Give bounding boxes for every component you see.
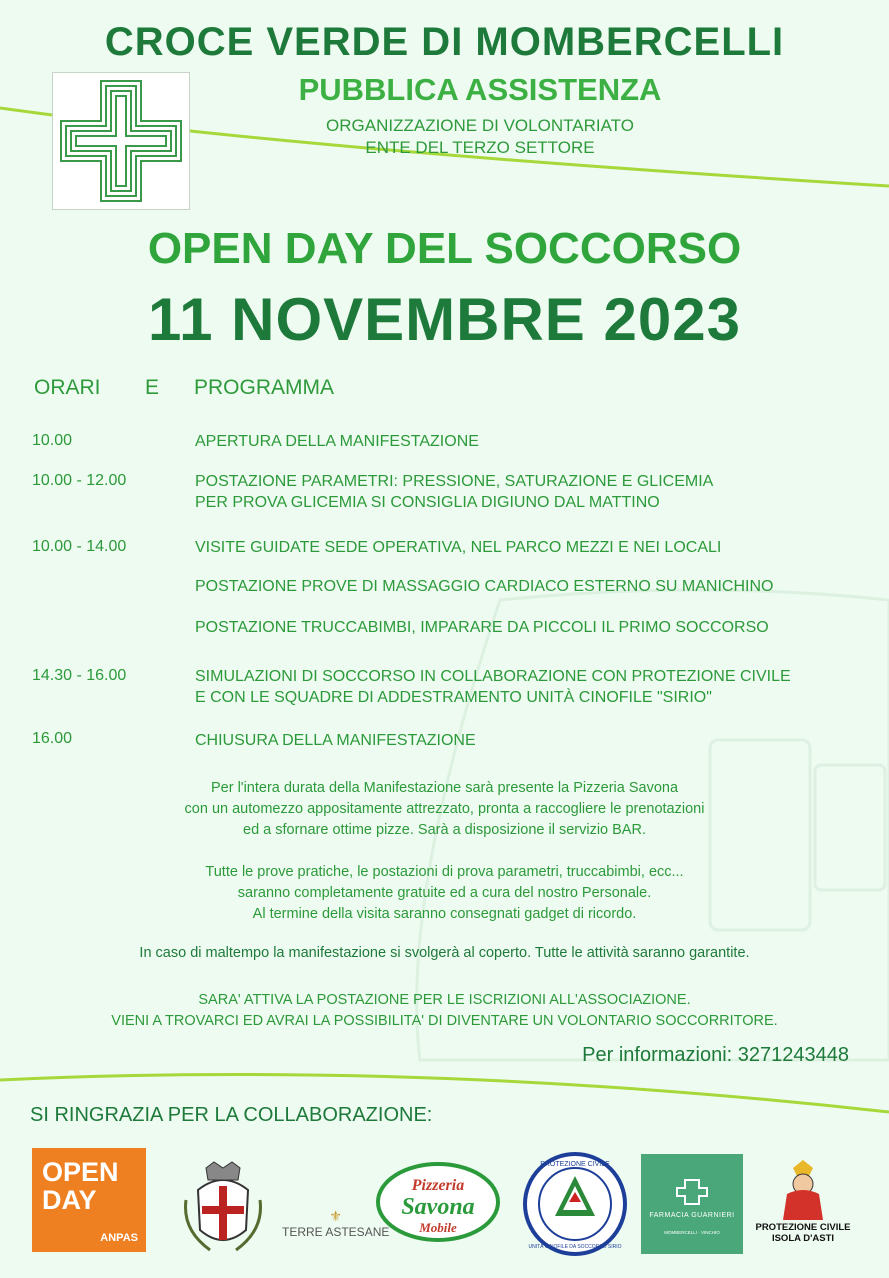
schedule-item bbox=[195, 471, 713, 513]
schedule-time: 10.00 bbox=[32, 432, 73, 449]
schedule-line: VISITE GUIDATE SEDE OPERATIVA, NEL PARCO MEZZI E NEI LOCALI bbox=[195, 539, 722, 556]
logo-text: PROTEZIONE CIVILE bbox=[540, 1161, 610, 1168]
pharmacy-cross-icon bbox=[641, 1154, 743, 1210]
logo-text: FARMACIA GUARNIERI bbox=[649, 1212, 735, 1219]
event-title: OPEN DAY DEL SOCCORSO bbox=[147, 224, 742, 273]
schedule-time: 10.00 - 12.00 bbox=[32, 472, 127, 489]
schedule-item bbox=[195, 431, 479, 452]
weather-note: In caso di maltempo la manifestazione si svolgerà al coperto. Tutte le attività saranno garantite. bbox=[139, 945, 750, 961]
schedule-time: 16.00 bbox=[32, 730, 73, 747]
schedule-line: POSTAZIONE PROVE DI MASSAGGIO CARDIACO ESTERNO SU MANICHINO bbox=[195, 578, 774, 595]
logo-text: ISOLA D'ASTI bbox=[771, 1233, 835, 1244]
schedule-item bbox=[195, 576, 773, 597]
organization-subtitle: PUBBLICA ASSISTENZA bbox=[298, 72, 662, 107]
municipal-coat-of-arms-icon bbox=[180, 1160, 266, 1254]
logo-text: OPEN bbox=[42, 1157, 119, 1187]
logo-text: Pizzeria bbox=[411, 1177, 465, 1194]
pizzeria-savona-logo bbox=[376, 1160, 500, 1244]
free-activities-note bbox=[0, 862, 889, 925]
logo-text: DAY bbox=[42, 1185, 97, 1215]
logo-text: PROTEZIONE CIVILE bbox=[755, 1222, 851, 1233]
croce-verde-logo bbox=[52, 72, 190, 210]
schedule-line: POSTAZIONE TRUCCABIMBI, IMPARARE DA PICCOLI IL PRIMO SOCCORSO bbox=[195, 619, 769, 636]
protezione-civile-sirio-logo bbox=[523, 1152, 627, 1256]
program-heading-orari: ORARI bbox=[34, 376, 101, 399]
schedule-time: 10.00 - 14.00 bbox=[32, 538, 127, 555]
schedule-line: POSTAZIONE PARAMETRI: PRESSIONE, SATURAZIONE E GLICEMIA bbox=[195, 473, 714, 490]
contact-info: Per informazioni: 3271243448 bbox=[582, 1044, 849, 1066]
schedule-time: 14.30 - 16.00 bbox=[32, 667, 127, 684]
mascot-icon bbox=[773, 1156, 833, 1222]
note-line: con un automezzo appositamente attrezzato, pronta a raccogliere le prenotazioni bbox=[184, 801, 705, 817]
schedule-line: E CON LE SQUADRE DI ADDESTRAMENTO UNITÀ CINOFILE "SIRIO" bbox=[195, 689, 712, 706]
note-line: ed a sfornare ottime pizze. Sarà a disposizione il servizio BAR. bbox=[243, 822, 646, 838]
open-day-anpas-logo bbox=[32, 1148, 146, 1252]
organization-sector: ENTE DEL TERZO SETTORE bbox=[365, 138, 595, 157]
note-line: Per l'intera durata della Manifestazione sarà presente la Pizzeria Savona bbox=[210, 780, 679, 796]
note-line: SARA' ATTIVA LA POSTAZIONE PER LE ISCRIZIONI ALL'ASSOCIAZIONE. bbox=[198, 992, 691, 1008]
schedule-item bbox=[195, 666, 791, 708]
schedule-line: CHIUSURA DELLA MANIFESTAZIONE bbox=[195, 732, 476, 749]
event-date: 11 NOVEMBRE 2023 bbox=[148, 286, 741, 353]
schedule-line: PER PROVA GLICEMIA SI CONSIGLIA DIGIUNO DAL MATTINO bbox=[195, 494, 660, 511]
organization-type: ORGANIZZAZIONE DI VOLONTARIATO bbox=[326, 116, 634, 135]
thanks-heading: SI RINGRAZIA PER LA COLLABORAZIONE: bbox=[30, 1104, 433, 1126]
note-line: Tutte le prove pratiche, le postazioni di prova parametri, truccabimbi, ecc... bbox=[205, 864, 684, 880]
program-heading-programma: PROGRAMMA bbox=[194, 376, 335, 399]
schedule-line: APERTURA DELLA MANIFESTAZIONE bbox=[195, 433, 479, 450]
membership-note bbox=[0, 990, 889, 1032]
logo-text: ANPAS bbox=[100, 1232, 138, 1244]
terre-symbol-icon: ⚜ bbox=[329, 1208, 342, 1224]
terre-astesane-logo bbox=[282, 1208, 389, 1239]
note-line: saranno completamente gratuite ed a cura del nostro Personale. bbox=[237, 885, 652, 901]
program-heading-e: E bbox=[145, 376, 160, 399]
schedule-item bbox=[195, 730, 476, 751]
protezione-civile-isola-logo bbox=[748, 1156, 858, 1256]
logo-text: UNITÀ CINOFILE DA SOCCORSO SIRIO bbox=[528, 1244, 622, 1250]
logo-text: Mobile bbox=[419, 1220, 457, 1235]
green-cross-icon bbox=[53, 73, 189, 209]
schedule-line: SIMULAZIONI DI SOCCORSO IN COLLABORAZIONE CON PROTEZIONE CIVILE bbox=[195, 668, 791, 685]
note-line: VIENI A TROVARCI ED AVRAI LA POSSIBILITA' DI DIVENTARE UN VOLONTARIO SOCCORRITORE. bbox=[111, 1013, 778, 1029]
farmacia-guarnieri-logo bbox=[641, 1154, 743, 1254]
logo-text: TERRE ASTESANE bbox=[282, 1225, 390, 1239]
logo-text: MOMBERCELLI · VINCHIO bbox=[664, 1230, 720, 1235]
organization-title: CROCE VERDE DI MOMBERCELLI bbox=[104, 20, 785, 64]
note-line: Al termine della visita saranno consegnati gadget di ricordo. bbox=[252, 906, 637, 922]
schedule-item bbox=[195, 617, 769, 638]
pizzeria-note bbox=[0, 778, 889, 841]
logo-text: Savona bbox=[401, 1194, 475, 1220]
schedule-item bbox=[195, 537, 721, 558]
